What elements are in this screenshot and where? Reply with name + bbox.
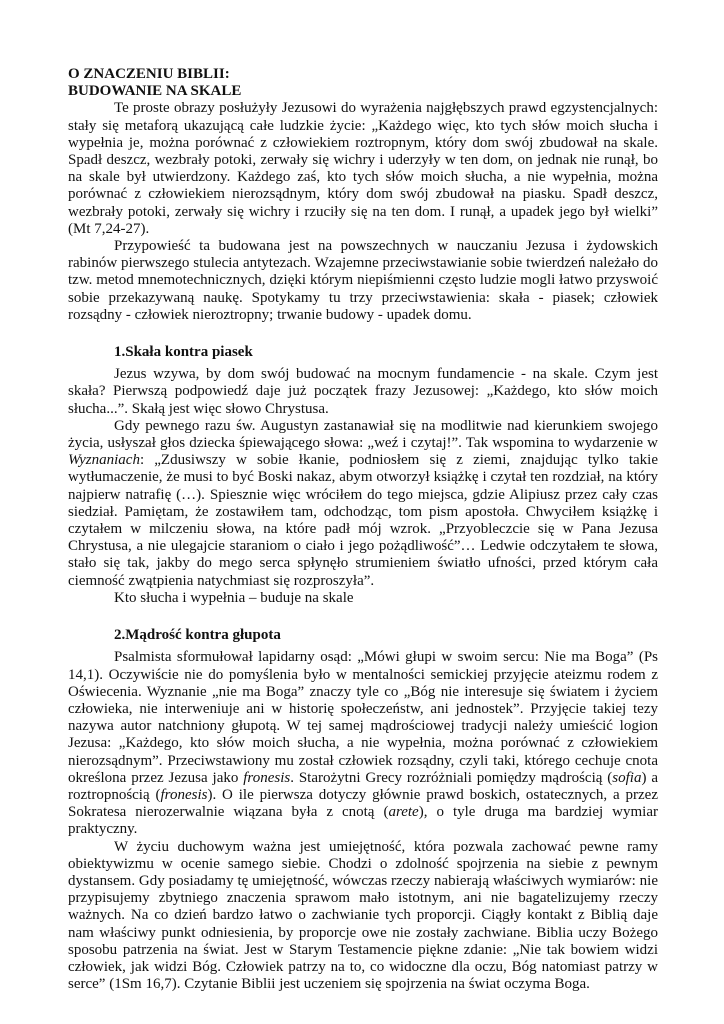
section-heading-2: 2.Mądrość kontra głupota	[114, 627, 281, 644]
section2-p1-italic-1: fronesis	[243, 769, 291, 786]
section2-p1-text-c: ) a roztropnością (	[68, 769, 658, 803]
section2-p1-text-b: . Starożytni Grecy rozróżniali pomiędzy mądrością (	[290, 769, 613, 786]
section1-paragraph-3: Kto słucha i wypełnia – buduje na skale	[114, 589, 354, 606]
section2-p1-text-e: ), o tyle druga ma bardziej wymiar praktyczny.	[68, 804, 658, 838]
section1-paragraph-1: Jezus wzywa, by dom swój budować na mocnym fundamencie - na skale. Czym jest skała? Pierwszą podpowiedź daje już początek frazy Jezusowej: „Każdego, kto słów moich słucha...”. Skałą jest więc słowo Chrystusa.	[68, 366, 658, 417]
intro-paragraph-1: Te proste obrazy posłużyły Jezusowi do wyrażenia najgłębszych prawd egzystencjalnych: stały się metaforą ukazującą całe ludzkie życie: „Każdego więc, kto tych słów moich słucha i wypełnia je, można porównać z człowiekiem roztropnym, który dom swój zbudował na skale. Spadł deszcz, wezbrały potoki, zerwały się wichry i uderzyły w ten dom, on jednak nie runął, bo na skale był utwierdzony. Każdego zaś, kto tych słów moich słucha, a nie wypełnia, można porównać z człowiekiem nierozsądnym, który dom swój zbudował na piasku. Spadł deszcz, wezbrały potoki, zerwały się wichry i rzuciły się na ten dom. I runął, a upadek jego był wielki” (Mt 7,24-27).	[68, 100, 658, 237]
section2-p1-text-d: ). O ile pierwsza dotyczy głównie prawd boskich, ostatecznych, a przez Sokratesa nierozerwalnie wiązana była z cnotą (	[68, 786, 658, 821]
document-title-line2: BUDOWANIE NA SKALE	[68, 83, 242, 100]
section2-paragraph-1	[68, 649, 658, 838]
section2-p1-italic-2: sofia	[612, 769, 642, 786]
intro-paragraph-2: Przypowieść ta budowana jest na powszechnych w nauczaniu Jezusa i żydowskich rabinów pierwszego stulecia antytezach. Wzajemne przeciwstawianie sobie twierdzeń należało do tzw. metod mnemotechnicznych, dzięki którym niepiśmienni często ludzie mogli łatwo przyswoić sobie przekazywaną naukę. Spotykamy tu trzy przeciwstawienia: skała - piasek; człowiek rozsądny - człowiek nieroztropny; trwanie budowy - upadek domu.	[68, 238, 658, 323]
section2-p1-text-a: Psalmista sformułował lapidarny osąd: „Mówi głupi w swoim sercu: Nie ma Boga” (Ps 14,1). Oczywiście nie do pomyślenia było w mentalności semickiej przyjęcie ateizmu rodem z Oświecenia. Wyznanie „nie ma Boga” znaczy tyle co „Bóg nie interesuje się światem i życiem człowieka, nie interweniuje ani w historię społeczeństw, ani jednostek”. Przyjęcie takiej tezy nazywa autor natchniony głupotą. W tej samej mądrościowej tradycji należy umieścić logion Jezusa: „Każdego, kto słów moich słucha, a nie wypełnia, można porównać z człowiekiem nierozsądnym”. Przeciwstawiony mu został człowiek rozsądny, czyli taki, którego cechuje cnota określona przez Jezusa jako	[68, 649, 658, 786]
section2-p1-italic-3: fronesis	[160, 786, 208, 803]
document-title-line1: O ZNACZENIU BIBLII:	[68, 66, 230, 82]
section1-p2-text-b: : „Zdusiwszy w sobie łkanie, podniosłem się z ziemi, znajdując tylko takie wytłumaczenie, że musi to być Boski nakaz, abym otworzył książkę i czytał ten rozdział, na który najpierw natrafię (…). Spiesznie więc wróciłem do tego miejsca, gdzie Alipiusz przez cały czas siedział. Pamiętam, że zostawiłem tam, odchodząc, tom pism apostoła. Chwyciłem książkę i czytałem w milczeniu słowa, na które padł mój wzrok. „Przyobleczcie się w Pana Jezusa Chrystusa, a nie ulegajcie staraniom o ciało i jego pożądliwość”… Ledwie odczytałem te słowa, stało się tak, jakby do mego serca spłynęło strumieniem światło ufności, przed którym cała ciemność zwątpienia natychmiast się rozproszyła”.	[68, 452, 658, 589]
section-heading-1: 1.Skała kontra piasek	[114, 344, 253, 361]
section1-p2-italic: Wyznaniach	[68, 452, 140, 469]
section1-paragraph-2	[68, 418, 658, 590]
section1-p2-text-a: Gdy pewnego razu św. Augustyn zastanawiał się na modlitwie nad kierunkiem swojego życia, usłyszał głos dziecka śpiewającego słowa: „weź i czytaj!”. Tak wspomina to wydarzenie w	[68, 417, 658, 452]
section2-paragraph-2: W życiu duchowym ważna jest umiejętność, która pozwala zachować pewne ramy obiektywizmu w ocenie samego siebie. Chodzi o zdolność spojrzenia na siebie z pewnym dystansem. Gdy posiadamy tę umiejętność, wówczas rzeczy nabierają właściwych wymiarów: nie przypisujemy zbytniego znaczenia sprawom mało istotnym, ani nie bagatelizujemy rzeczy ważnych. Na co dzień bardzo łatwo o zachwianie tych proporcji. Ciągły kontakt z Biblią daje nam właściwy punkt odniesienia, by proporcje owe nie zostały zachwiane. Biblia uczy Bożego sposobu patrzenia na świat. Jest w Starym Testamencie piękne zdanie: „Nie tak bowiem widzi człowiek, jak widzi Bóg. Człowiek patrzy na to, co widoczne dla oczu, Bóg natomiast patrzy w serce” (1Sm 16,7). Czytanie Biblii jest uczeniem się spojrzenia na świat oczyma Boga.	[68, 838, 658, 993]
section2-p1-italic-4: arete	[388, 804, 419, 821]
